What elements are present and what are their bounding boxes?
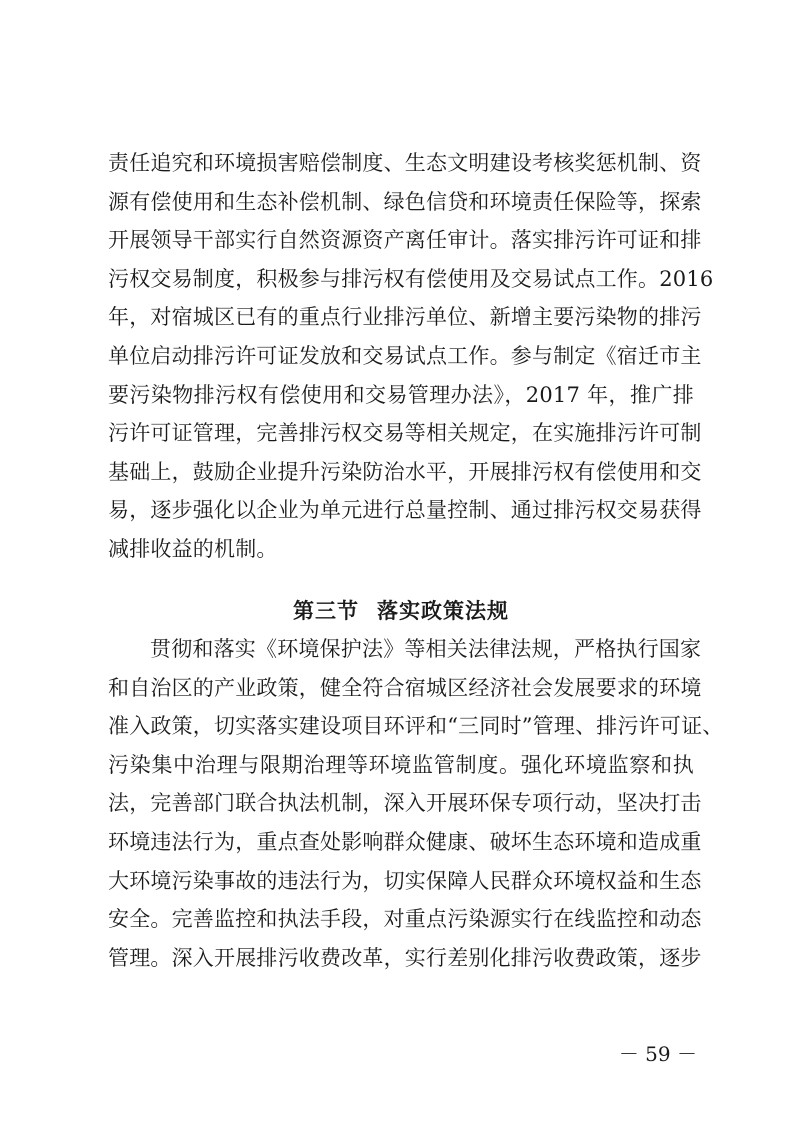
page-number: － 59 － [618,1042,697,1066]
text-line: 和自治区的产业政策，健全符合宿城区经济社会发展要求的环境 [108,675,702,700]
paragraph-policy-regulations [108,630,724,977]
text-line: 大环境污染事故的违法行为，切实保障人民群众环境权益和生态 [108,868,702,893]
text-line: 单位启动排污许可证发放和交易试点工作。参与制定《宿迁市主 [108,343,702,368]
text-line: 基础上，鼓励企业提升污染防治水平，开展排污权有偿使用和交 [108,459,702,484]
text-line: 易，逐步强化以企业为单元进行总量控制、通过排污权交易获得 [108,498,702,523]
text-line: 责任追究和环境损害赔偿制度、生态文明建设考核奖惩机制、资 [108,151,702,175]
text-line: 减排收益的机制。 [108,536,278,561]
text-line: 要污染物排污权有偿使用和交易管理办法》，2017 年，推广排 [108,382,694,407]
section-number: 第三节 [293,599,359,623]
text-line: 污染集中治理与限期治理等环境监管制度。强化环境监察和执 [108,752,694,777]
text-line: 污权交易制度，积极参与排污权有偿使用及交易试点工作。2016 [108,266,714,291]
text-line: 法，完善部门联合执法机制，深入开展环保专项行动，坚决打击 [108,791,702,816]
text-line: 贯彻和落实《环境保护法》等相关法律法规，严格执行国家 [150,637,702,661]
text-line: 年，对宿城区已有的重点行业排污单位、新增主要污染物的排污 [108,305,702,330]
text-line: 污许可证管理，完善排污权交易等相关规定，在实施排污许可制 [108,421,702,446]
section-title: 落实政策法规 [377,599,509,623]
text-line: 安全。完善监控和执法手段，对重点污染源实行在线监控和动态 [108,907,702,932]
text-line: 管理。深入开展排污收费改革，实行差别化排污收费政策，逐步 [108,945,702,970]
section-heading [108,592,694,630]
text-line: 开展领导干部实行自然资源资产离任审计。落实排污许可证和排 [108,228,702,253]
text-line: 准入政策，切实落实建设项目环评和“三同时”管理、排污许可证、 [108,714,724,739]
text-line: 环境违法行为，重点查处影响群众健康、破坏生态环境和造成重 [108,829,702,854]
text-line: 源有偿使用和生态补偿机制、绿色信贷和环境责任保险等，探索 [108,189,702,214]
paragraph-emission-rights [108,144,714,569]
